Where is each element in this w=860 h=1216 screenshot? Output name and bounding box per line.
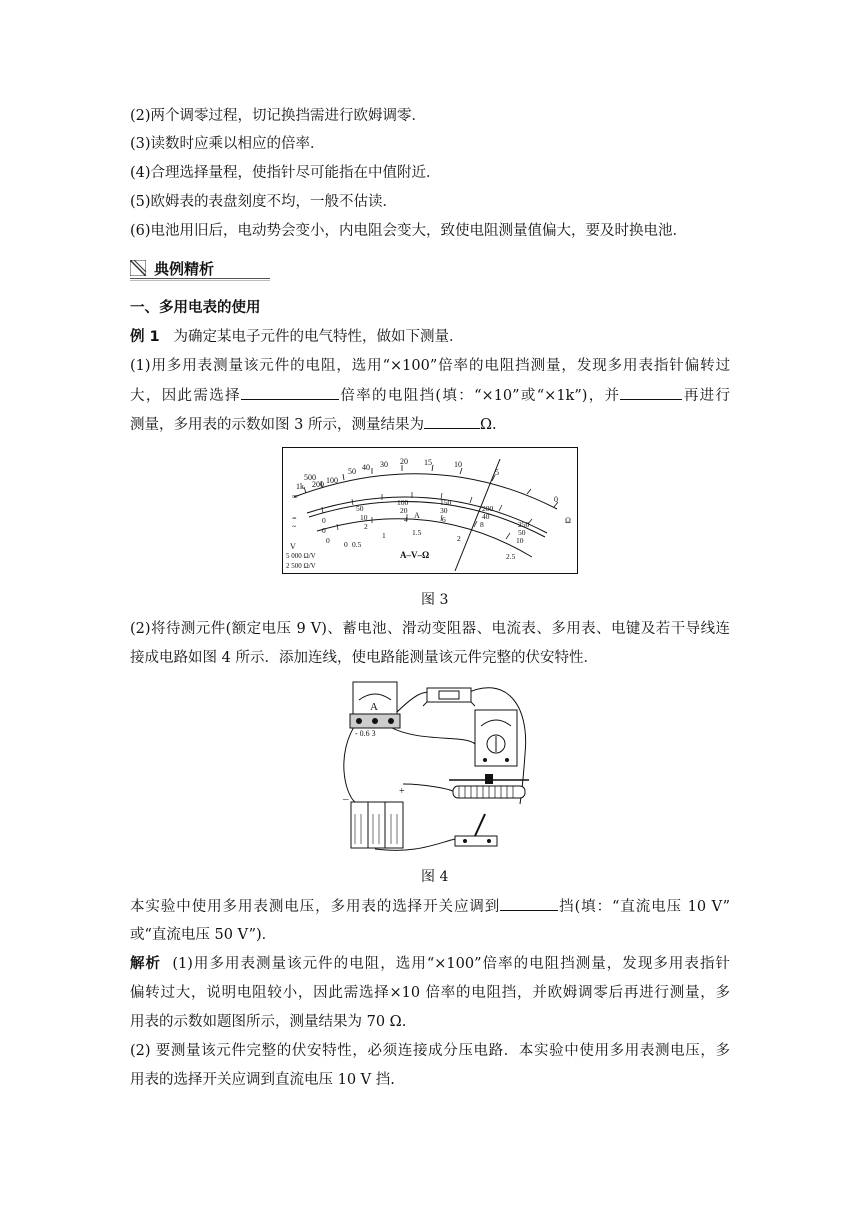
ohm-label-100: 100 <box>326 476 338 485</box>
note-4: (4)合理选择量程，使指针尽可能指在中值附近． <box>130 165 441 181</box>
q3-line1b: 挡(填：“直流电压 10 V” <box>558 899 731 915</box>
q2-line2: 接成电路如图 4 所示．添加连线，使电路能测量该元件完整的伏安特性． <box>130 650 598 666</box>
analysis-p2-line1: (2) 要测量该元件完整的伏安特性，必须连接成分压电路．本实验中使用多用表测电压，多 <box>130 1043 730 1059</box>
blank-result[interactable] <box>424 414 480 429</box>
scale-a-0: 0 <box>322 516 326 525</box>
mark-v: V <box>290 542 296 551</box>
q1-line1: (1)用多用表测量该元件的电阻，选用“×100”倍率的电阻挡测量，发现多用表指针偏转过 <box>130 358 730 374</box>
scale-d-1: 1 <box>382 531 386 540</box>
analysis-label: 解析 <box>130 956 162 972</box>
mark-ac: ~ <box>292 522 297 531</box>
ohm-label-40: 40 <box>362 463 370 472</box>
section-rule-2 <box>130 280 270 281</box>
scale-c-0: 0 <box>326 536 330 545</box>
ammeter-terminals: - 0.6 3 <box>355 729 376 738</box>
scale-b-10: 10 <box>360 513 368 522</box>
battery-minus: – <box>343 793 349 805</box>
scale-d-15: 1.5 <box>412 528 422 537</box>
switch-icon <box>455 814 497 846</box>
ohm-label-inf: ∞ <box>292 492 298 501</box>
brand: A–V–Ω <box>400 550 430 560</box>
q3-line1a: 本实验中使用多用表测电压，多用表的选择开关应调到 <box>130 899 501 915</box>
scale-d-0: 0 <box>344 540 348 549</box>
ohm-label-200: 200 <box>312 480 324 489</box>
component-icon <box>423 688 475 706</box>
spec-1: 5 000 Ω/V <box>286 552 316 560</box>
q3-line1 <box>130 896 730 917</box>
scale-a-100: 100 <box>397 498 409 507</box>
scale-b-30: 30 <box>440 506 448 515</box>
example-intro-line <box>130 327 730 347</box>
q1-line2a: 大，因此需选择 <box>130 388 241 404</box>
section-diagonal-icon <box>130 260 146 276</box>
note-2: (2)两个调零过程，切记换挡需进行欧姆调零． <box>130 108 427 124</box>
rheostat-icon <box>449 774 529 798</box>
scale-d-2: 2 <box>457 534 461 543</box>
figure3-caption: 图 3 <box>421 592 449 608</box>
q1-line3 <box>130 414 730 435</box>
ohm-label-50: 50 <box>348 467 356 476</box>
scale-b-40: 40 <box>482 512 490 521</box>
q3-line2: 或“直流电压 50 V”)． <box>130 927 277 943</box>
battery-plus: + <box>399 786 405 797</box>
ohm-label-10: 10 <box>454 460 462 469</box>
analysis-line1 <box>130 954 730 974</box>
scale-d-25: 2.5 <box>506 552 516 561</box>
scale-b-20: 20 <box>400 506 408 515</box>
note-6: (6)电池用旧后，电动势会变小，内电阻会变大，致使电阻测量值偏大，要及时换电池． <box>130 223 688 239</box>
scale-b-0: 0 <box>322 526 326 535</box>
scale-a-200: 200 <box>482 504 494 513</box>
figure3-meter-dial <box>282 447 578 574</box>
scale-a-150: 150 <box>440 498 452 507</box>
scale-c-10: 10 <box>516 536 524 545</box>
scale-b-50: 50 <box>518 528 526 537</box>
analysis-p2-line2: 用表的选择开关应调到直流电压 10 V 挡. <box>130 1072 395 1088</box>
blank-range[interactable] <box>500 896 558 911</box>
ohm-label-5: 5 <box>495 468 499 477</box>
ohm-label-15: 15 <box>424 458 432 467</box>
figure4-circuit <box>335 674 535 858</box>
scale-d-05: 0.5 <box>352 540 362 549</box>
section-header <box>130 258 270 280</box>
battery-icon <box>342 786 405 848</box>
ohm-label-1k: 1k <box>296 482 304 491</box>
figure4-caption: 图 4 <box>421 869 449 885</box>
scale-c-2: 2 <box>364 522 368 531</box>
ammeter-symbol: A <box>370 701 378 713</box>
q1-line2b: 倍率的电阻挡(填：“×10”或“×1k”)，并 <box>338 388 621 404</box>
blank-multiplier[interactable] <box>241 385 339 400</box>
ohm-label-20: 20 <box>400 457 408 466</box>
note-5: (5)欧姆表的表盘刻度不均，一般不估读． <box>130 194 398 210</box>
q1-line3b: Ω. <box>479 417 497 433</box>
mark-a: A <box>414 511 420 520</box>
scale-c-4: 4 <box>404 515 408 524</box>
blank-adjust[interactable] <box>620 385 682 400</box>
ohm-unit: Ω <box>565 516 571 525</box>
example-label: 例 1 <box>130 329 160 345</box>
q2-line1: (2)将待测元件(额定电压 9 V)、蓄电池、滑动变阻器、电流表、多用表、电键及若干导线连 <box>130 621 730 637</box>
q1-line3a: 测量，多用表的示数如图 3 所示，测量结果为 <box>130 417 424 433</box>
scale-a-50: 50 <box>356 504 364 513</box>
ammeter-icon <box>350 682 400 738</box>
multimeter-icon <box>475 710 517 766</box>
subsection-title: 一、多用电表的使用 <box>130 300 261 316</box>
scale-c-8: 8 <box>480 520 484 529</box>
scale-c-6: 6 <box>442 515 446 524</box>
q1-line2 <box>130 385 730 406</box>
example-intro: 为确定某电子元件的电气特性，做如下测量． <box>173 329 464 345</box>
ohm-label-0: 0 <box>554 495 558 504</box>
spec-2: 2 500 Ω/V <box>286 562 316 570</box>
ohm-label-500: 500 <box>304 473 316 482</box>
section-title: 典例精析 <box>154 260 215 278</box>
note-3: (3)读数时应乘以相应的倍率． <box>130 136 325 152</box>
mark-dc: = <box>292 514 297 523</box>
q1-line2c: 再进行 <box>682 388 731 404</box>
analysis-p1-line1: (1)用多用表测量该元件的电阻，选用“×100”倍率的电阻挡测量，发现多用表指针 <box>172 956 730 972</box>
scale-a-250: 250 <box>518 520 530 529</box>
section-rule <box>130 278 270 279</box>
analysis-p1-line2: 偏转过大，说明电阻较小，因此需选择×10 倍率的电阻挡，并欧姆调零后再进行测量，多 <box>130 985 730 1001</box>
analysis-p1-line3: 用表的示数如题图所示，测量结果为 70 Ω. <box>130 1014 407 1030</box>
ohm-label-30: 30 <box>380 460 388 469</box>
